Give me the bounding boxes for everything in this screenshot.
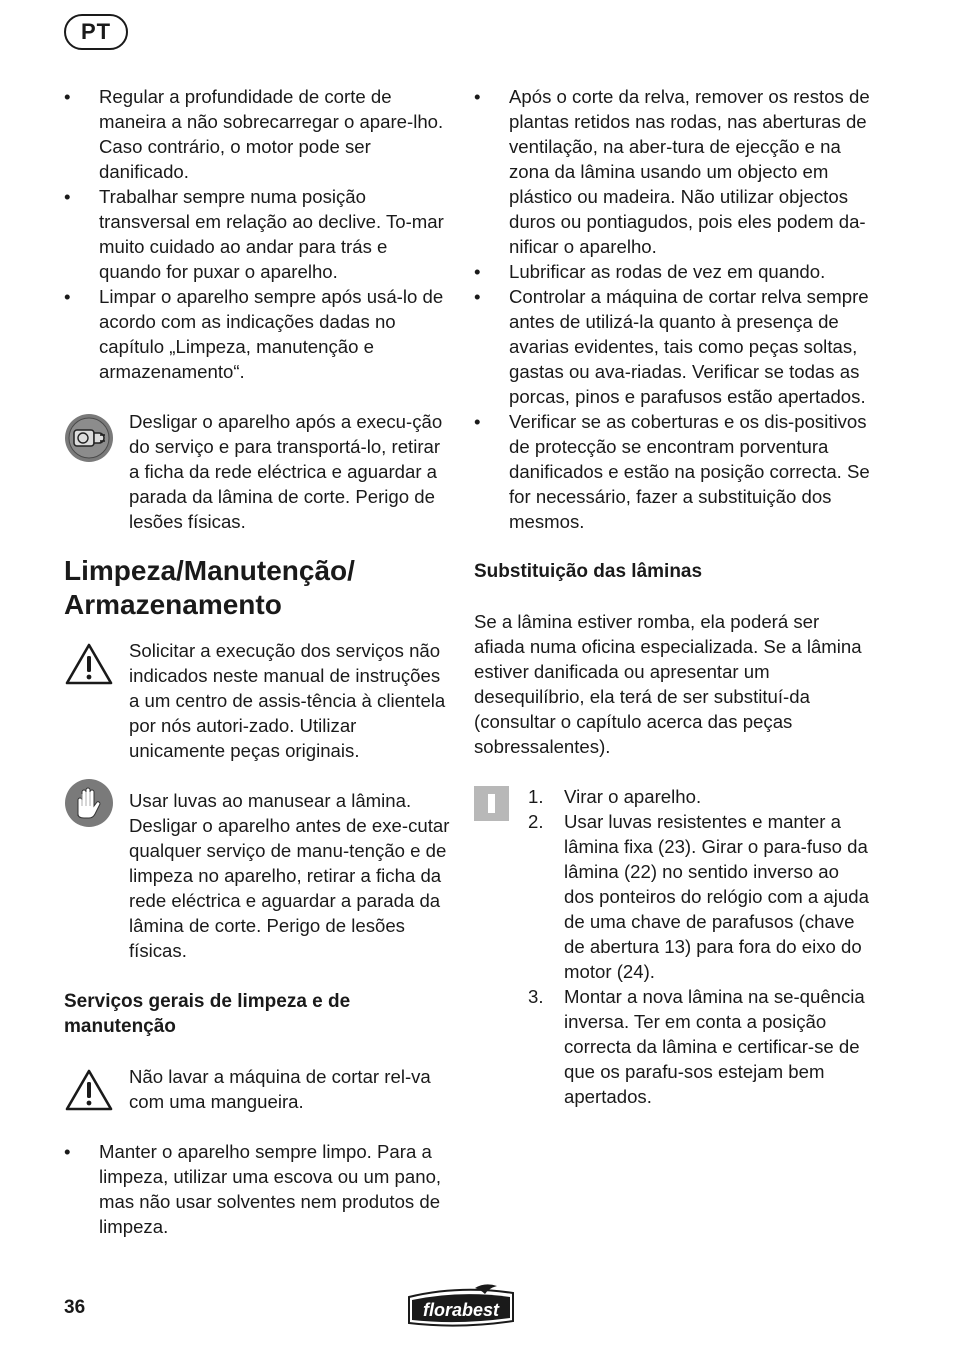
list-item: • Controlar a máquina de cortar relva sempre antes de utilizá-la quanto à presença de avarias evidentes, tais como peças soltas, gastas ou ava-riadas. Verificar se todas as porcas, pinos e parafusos estão apertados. <box>474 284 874 409</box>
step-number: 3. <box>528 986 544 1007</box>
page-number: 36 <box>64 1297 86 1318</box>
subsection-title-cleaning: Serviços gerais de limpeza e de manutenção <box>64 991 351 1037</box>
bullet-list-bottom <box>64 1139 454 1239</box>
step-text: Virar o aparelho. <box>564 786 702 807</box>
step-text: Montar a nova lâmina na se-quência inversa. Ter em conta a posição correcta da lâmina e certificar-se de que os parafu-sos estejam bem apertados. <box>564 986 865 1107</box>
section-title <box>64 554 454 622</box>
gloves-icon <box>64 778 114 834</box>
florabest-logo-text: florabest <box>422 1300 500 1320</box>
list-item: • Verificar se as coberturas e os dis-positivos de protecção se encontram porventura danificados e estão na posição correcta. Se for necessário, fazer a substituição dos mesmos. <box>474 409 874 534</box>
unplug-icon <box>64 413 114 469</box>
bullet-list-top <box>64 84 454 384</box>
service-warning <box>64 638 454 763</box>
right-column <box>474 84 874 1109</box>
gloves-notice <box>64 788 454 963</box>
service-warning-text: Solicitar a execução dos serviços não indicados neste manual de instruções a um centro de assis-tência à clientela por nós autori-zado. Utilizar unicamente peças originais. <box>129 640 446 761</box>
list-item <box>474 809 874 984</box>
unplug-notice <box>64 409 454 534</box>
florabest-logo <box>405 1283 517 1332</box>
section-title-line-2: Armazenamento <box>64 589 282 620</box>
step-number: 2. <box>528 811 544 832</box>
step-number: 1. <box>528 786 544 807</box>
warning-triangle-icon <box>64 642 114 692</box>
list-item: • Manter o aparelho sempre limpo. Para a limpeza, utilizar uma escova ou um pano, mas não usar solventes nem produtos de limpeza. <box>64 1139 454 1239</box>
section-title-line-1: Limpeza/Manutenção/ <box>64 555 355 586</box>
left-column <box>64 84 454 1239</box>
list-item: • Trabalhar sempre numa posição transversal em relação ao declive. To-mar muito cuidado ao andar para trás e quando for puxar o aparelho. <box>64 184 454 284</box>
hose-warning <box>64 1064 454 1114</box>
step-text: Usar luvas resistentes e manter a lâmina fixa (23). Girar o para-fuso da lâmina (22) no sentido inverso ao dos ponteiros do relógio com a ajuda de uma chave de parafusos (chave de abertura 13) para fora do eixo do motor (24). <box>564 811 869 982</box>
blade-paragraph: Se a lâmina estiver romba, ela poderá ser afiada numa oficina especializada. Se a lâmina estiver danificada ou apresentar um desequilíbrio, ela terá de ser substituí-da (consultar o capítulo acerca das peças sobressalentes). <box>474 611 862 757</box>
language-badge: PT <box>64 14 128 50</box>
warning-triangle-icon <box>64 1068 114 1118</box>
hose-warning-text: Não lavar a máquina de cortar rel-va com uma mangueira. <box>129 1066 431 1112</box>
bullet-list-maintenance <box>474 84 874 534</box>
subsection-title-blades: Substituição das lâminas <box>474 561 703 582</box>
list-item <box>474 984 874 1109</box>
list-item: • Regular a profundidade de corte de maneira a não sobrecarregar o apare-lho. Caso contrário, o motor pode ser danificado. <box>64 84 454 184</box>
blade-steps <box>474 784 874 1109</box>
list-item: • Após o corte da relva, remover os restos de plantas retidos nas rodas, nas aberturas de ventilação, na aber-tura de ejecção e na zona da lâmina usando um objecto em plástico ou madeira. Não utilizar objectos duros ou pontiagudos, pois eles podem da-nificar o aparelho. <box>474 84 874 259</box>
list-item <box>474 784 874 809</box>
list-item: • Limpar o aparelho sempre após usá-lo de acordo com as indicações dadas no capítulo „Limpeza, manutenção e armazenamento“. <box>64 284 454 384</box>
gloves-notice-text: Usar luvas ao manusear a lâmina. Desligar o aparelho antes de exe-cutar qualquer serviço de manu-tenção e de limpeza no aparelho, retirar a ficha da rede eléctrica e aguardar a parada da lâmina de corte. Perigo de lesões físicas. <box>129 790 450 961</box>
unplug-notice-text: Desligar o aparelho após a execu-ção do serviço e para transportá-lo, retirar a ficha da rede eléctrica e aguardar a parada da lâmina de corte. Perigo de lesões físicas. <box>129 411 443 532</box>
list-item: • Lubrificar as rodas de vez em quando. <box>474 259 874 284</box>
steps-list <box>474 784 874 1109</box>
